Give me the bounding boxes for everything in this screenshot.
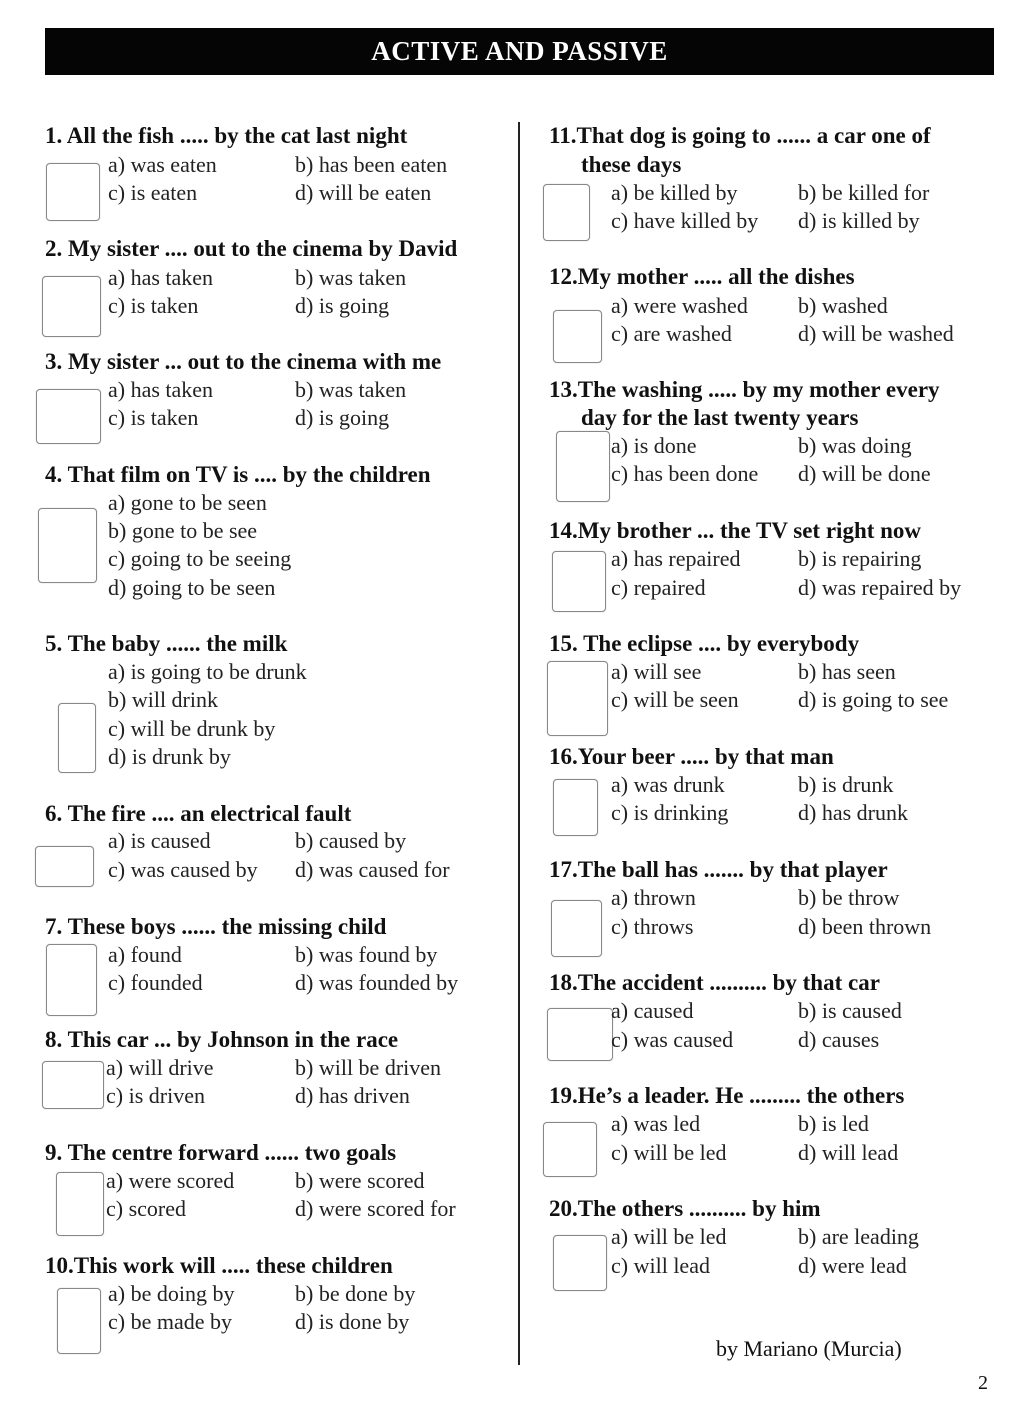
question-stem: 4. That film on TV is .... by the children [45, 462, 431, 487]
option-b: b) be done by [295, 1281, 416, 1306]
option-a: a) be doing by [108, 1281, 235, 1306]
option-c: c) will be drunk by [108, 716, 276, 741]
author-credit: by Mariano (Murcia) [716, 1336, 902, 1361]
option-a: a) gone to be seen [108, 490, 267, 515]
answer-box[interactable] [42, 1061, 104, 1109]
question-stem: 15. The eclipse .... by everybody [549, 631, 860, 656]
option-d: d) is going [295, 293, 390, 318]
option-b: b) washed [798, 293, 888, 318]
option-a: a) was eaten [108, 152, 217, 177]
option-b: b) gone to be see [108, 518, 258, 543]
option-d: d) was caused for [295, 857, 450, 882]
option-a: a) is done [611, 433, 697, 458]
option-b: b) has been eaten [295, 152, 448, 177]
question-stem: 9. The centre forward ...... two goals [45, 1140, 397, 1165]
answer-box[interactable] [36, 389, 101, 444]
option-d: d) were scored for [295, 1196, 456, 1221]
option-c: c) going to be seeing [108, 546, 292, 571]
answer-box[interactable] [553, 310, 602, 363]
question-stem: 3. My sister ... out to the cinema with me [45, 349, 442, 374]
question-stem-line-2: day for the last twenty years [581, 405, 859, 430]
option-c: c) have killed by [611, 208, 759, 233]
option-d: d) going to be seen [108, 575, 276, 600]
question-stem-line-2: these days [581, 152, 682, 177]
answer-box[interactable] [57, 1288, 101, 1354]
answer-box[interactable] [553, 779, 598, 836]
option-a: a) has taken [108, 265, 214, 290]
option-b: b) will drink [108, 687, 218, 712]
option-a: a) will be led [611, 1224, 727, 1249]
option-a: a) was drunk [611, 772, 725, 797]
option-c: c) repaired [611, 575, 706, 600]
option-a: a) caused [611, 998, 694, 1023]
option-d: d) is killed by [798, 208, 920, 233]
option-d: d) been thrown [798, 914, 932, 939]
page-number: 2 [978, 1372, 988, 1394]
option-b: b) was doing [798, 433, 912, 458]
answer-box[interactable] [56, 1172, 104, 1236]
option-d: d) were lead [798, 1253, 907, 1278]
option-d: d) will be washed [798, 321, 954, 346]
option-c: c) is eaten [108, 180, 198, 205]
answer-box[interactable] [46, 163, 100, 221]
question-stem: 16.Your beer ..... by that man [549, 744, 834, 769]
option-b: b) were scored [295, 1168, 425, 1193]
option-c: c) was caused [611, 1027, 734, 1052]
option-a: a) is going to be drunk [108, 659, 307, 684]
option-d: d) was founded by [295, 970, 459, 995]
page-title: ACTIVE AND PASSIVE [45, 28, 994, 75]
option-b: b) was taken [295, 265, 407, 290]
answer-box[interactable] [42, 276, 101, 337]
answer-box[interactable] [543, 1122, 597, 1177]
option-a: a) will see [611, 659, 702, 684]
option-b: b) is drunk [798, 772, 894, 797]
option-b: b) has seen [798, 659, 896, 684]
answer-box[interactable] [553, 1235, 607, 1291]
question-stem: 12.My mother ..... all the dishes [549, 264, 855, 289]
option-a: a) found [108, 942, 182, 967]
answer-box[interactable] [38, 508, 97, 583]
option-d: d) is drunk by [108, 744, 231, 769]
question-stem: 2. My sister .... out to the cinema by David [45, 236, 458, 261]
option-c: c) will lead [611, 1253, 710, 1278]
option-c: c) will be seen [611, 687, 739, 712]
option-d: d) has driven [295, 1083, 410, 1108]
option-b: b) is repairing [798, 546, 922, 571]
option-b: b) will be driven [295, 1055, 442, 1080]
question-stem: 19.He’s a leader. He ......... the others [549, 1083, 905, 1108]
option-d: d) will be done [798, 461, 931, 486]
question-stem: 18.The accident .......... by that car [549, 970, 880, 995]
question-stem: 20.The others .......... by him [549, 1196, 821, 1221]
option-b: b) caused by [295, 828, 407, 853]
question-stem: 14.My brother ... the TV set right now [549, 518, 922, 543]
option-d: d) has drunk [798, 800, 908, 825]
option-c: c) be made by [108, 1309, 232, 1334]
option-c: c) are washed [611, 321, 732, 346]
option-b: b) be throw [798, 885, 900, 910]
option-b: b) are leading [798, 1224, 919, 1249]
option-b: b) be killed for [798, 180, 930, 205]
option-d: d) is going to see [798, 687, 949, 712]
option-d: d) is going [295, 405, 390, 430]
option-c: c) is taken [108, 405, 199, 430]
answer-box[interactable] [35, 846, 94, 887]
option-b: b) was found by [295, 942, 438, 967]
question-stem: 13.The washing ..... by my mother every [549, 377, 940, 402]
option-d: d) is done by [295, 1309, 410, 1334]
option-a: a) be killed by [611, 180, 738, 205]
answer-box[interactable] [46, 944, 97, 1016]
option-a: a) thrown [611, 885, 696, 910]
option-c: c) has been done [611, 461, 759, 486]
option-c: c) will be led [611, 1140, 727, 1165]
question-stem: 17.The ball has ....... by that player [549, 857, 888, 882]
answer-box[interactable] [551, 900, 602, 957]
column-divider [518, 122, 520, 1365]
option-a: a) was led [611, 1111, 701, 1136]
question-stem: 1. All the fish ..... by the cat last night [45, 123, 408, 148]
question-stem: 7. These boys ...... the missing child [45, 914, 387, 939]
question-stem: 10.This work will ..... these children [45, 1253, 393, 1278]
option-c: c) scored [106, 1196, 187, 1221]
option-c: c) is drinking [611, 800, 729, 825]
option-d: d) will be eaten [295, 180, 432, 205]
option-a: a) were scored [106, 1168, 235, 1193]
answer-box[interactable] [547, 661, 608, 736]
option-a: a) is caused [108, 828, 211, 853]
answer-box[interactable] [58, 703, 96, 773]
answer-box[interactable] [547, 1008, 613, 1061]
option-d: d) will lead [798, 1140, 899, 1165]
option-b: b) is caused [798, 998, 902, 1023]
answer-box[interactable] [556, 431, 610, 502]
option-c: c) founded [108, 970, 203, 995]
option-d: d) causes [798, 1027, 880, 1052]
option-a: a) will drive [106, 1055, 214, 1080]
option-b: b) was taken [295, 377, 407, 402]
question-stem: 6. The fire .... an electrical fault [45, 801, 352, 826]
option-c: c) throws [611, 914, 694, 939]
question-stem: 5. The baby ...... the milk [45, 631, 288, 656]
option-d: d) was repaired by [798, 575, 962, 600]
answer-box[interactable] [552, 551, 606, 612]
option-c: c) was caused by [108, 857, 258, 882]
question-stem: 11.That dog is going to ...... a car one of [549, 123, 931, 148]
option-a: a) were washed [611, 293, 748, 318]
option-c: c) is taken [108, 293, 199, 318]
question-stem: 8. This car ... by Johnson in the race [45, 1027, 399, 1052]
option-b: b) is led [798, 1111, 869, 1136]
option-c: c) is driven [106, 1083, 205, 1108]
option-a: a) has repaired [611, 546, 741, 571]
answer-box[interactable] [543, 184, 590, 241]
option-a: a) has taken [108, 377, 214, 402]
